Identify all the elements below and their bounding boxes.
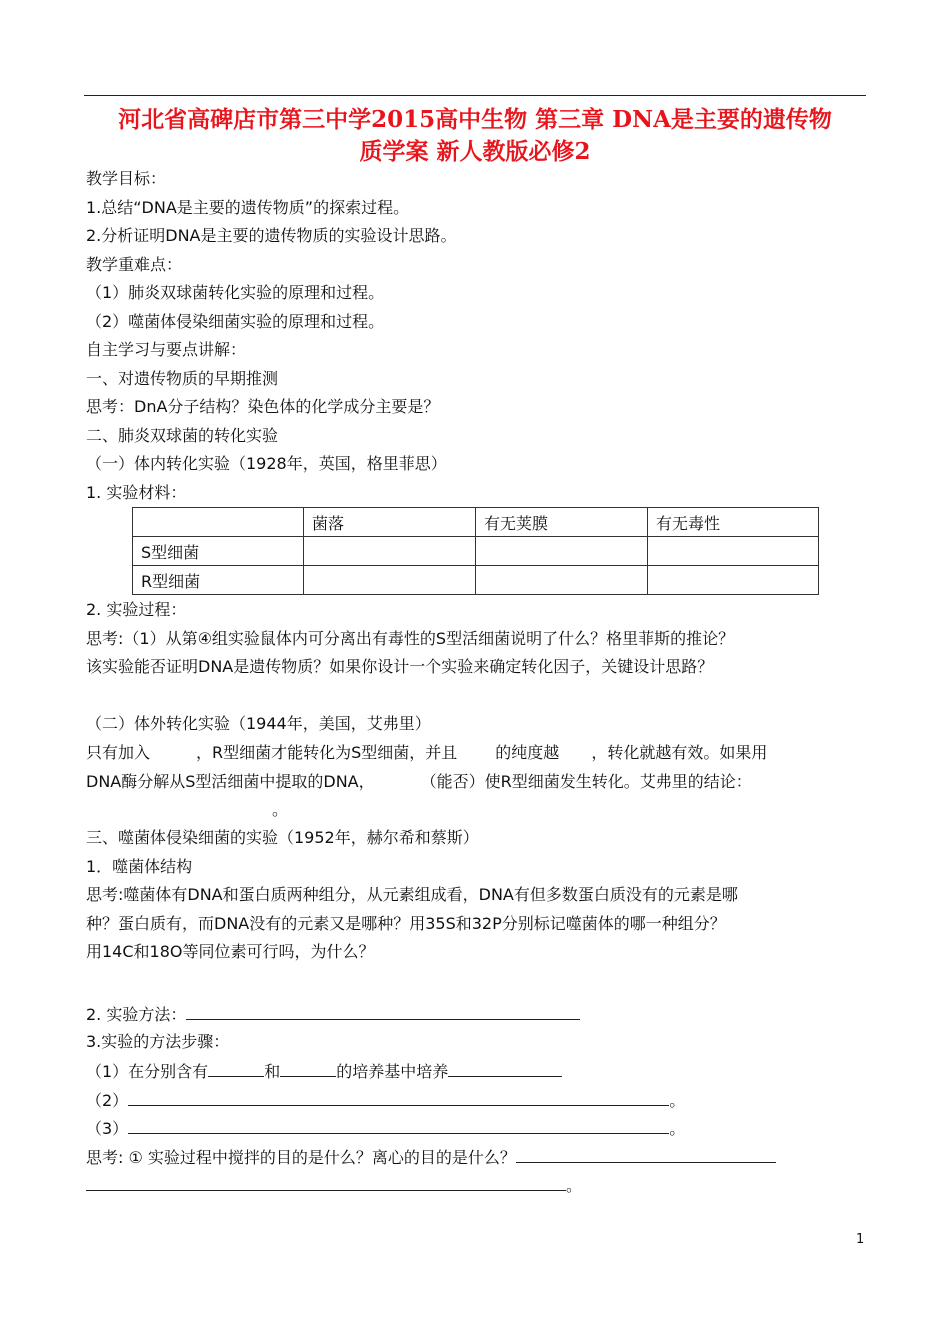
question-griffith-1: 思考:（1）从第④组实验鼠体内可分离出有毒性的S型活细菌说明了什么？格里菲斯的推论？ bbox=[86, 629, 735, 648]
objective-2: 2.分析证明DNA是主要的遗传物质的实验设计思路。 bbox=[86, 226, 457, 245]
heading-phage-structure: 1．噬菌体结构 bbox=[86, 857, 193, 876]
header-rule bbox=[84, 95, 866, 96]
answer-blank[interactable] bbox=[448, 1060, 562, 1077]
answer-blank[interactable] bbox=[86, 1174, 566, 1191]
fill-in-step-3: （3） 。 bbox=[86, 1119, 686, 1138]
heading-phage-experiment: 三、噬菌体侵染细菌的实验（1952年，赫尔希和蔡斯） bbox=[86, 828, 479, 847]
fill-in-avery-2: DNA酶分解从S型活细菌中提取的DNA， （能否）使R型细菌发生转化。艾弗里的结论： bbox=[86, 772, 752, 791]
fill-in-step-2: （2） 。 bbox=[86, 1091, 686, 1110]
heading-process: 2. 实验过程： bbox=[86, 600, 187, 619]
heading-transformation-experiment: 二、肺炎双球菌的转化实验 bbox=[86, 426, 279, 445]
heading-materials: 1. 实验材料： bbox=[86, 483, 187, 502]
fill-in-avery-1: 只有加入 ，R型细菌才能转化为S型细菌，并且 的纯度越 ，转化就越有效。如果用 bbox=[86, 743, 768, 762]
table-cell[interactable] bbox=[304, 537, 476, 566]
question-griffith-2: 该实验能否证明DNA是遗传物质？如果你设计一个实验来确定转化因子，关键设计思路？ bbox=[86, 657, 714, 676]
heading-steps: 3.实验的方法步骤： bbox=[86, 1032, 230, 1051]
section-key-points: 教学重难点： bbox=[86, 255, 183, 274]
answer-blank[interactable] bbox=[516, 1146, 776, 1163]
title-line-2: 质学案 新人教版必修2 bbox=[359, 138, 591, 165]
table-header-cell: 有无毒性 bbox=[648, 508, 819, 537]
table-header-cell bbox=[133, 508, 304, 537]
avery-conclusion-end: 。 bbox=[272, 800, 289, 819]
answer-blank[interactable] bbox=[208, 1060, 264, 1077]
section-self-study: 自主学习与要点讲解： bbox=[86, 340, 247, 359]
fill-in-question-end: 。 bbox=[86, 1174, 582, 1197]
table-cell[interactable] bbox=[304, 566, 476, 595]
answer-blank[interactable] bbox=[280, 1060, 336, 1077]
question-phage-2: 种？蛋白质有，而DNA没有的元素又是哪种？用35S和32P分别标记噬菌体的哪一种组分？ bbox=[86, 914, 726, 933]
fill-in-question-stirring: 思考: ① 实验过程中搅拌的目的是什么？离心的目的是什么？ bbox=[86, 1146, 776, 1169]
bacteria-table bbox=[132, 507, 819, 595]
table-header-cell: 菌落 bbox=[304, 508, 476, 537]
fill-in-step-1: （1）在分别含有 和 的培养基中培养 bbox=[86, 1060, 562, 1083]
answer-blank[interactable] bbox=[128, 1117, 669, 1134]
key-point-1: （1）肺炎双球菌转化实验的原理和过程。 bbox=[86, 283, 385, 302]
title-line-1: 河北省高碑店市第三中学2015高中生物 第三章 DNA是主要的遗传物 bbox=[118, 106, 832, 133]
question-dna-structure: 思考：DnA分子结构？染色体的化学成分主要是？ bbox=[86, 397, 440, 416]
section-objectives: 教学目标： bbox=[86, 169, 167, 188]
table-cell[interactable] bbox=[476, 566, 648, 595]
key-point-2: （2）噬菌体侵染细菌实验的原理和过程。 bbox=[86, 312, 385, 331]
table-cell: S型细菌 bbox=[133, 537, 304, 566]
fill-in-method: 2. 实验方法： bbox=[86, 1003, 580, 1026]
question-phage-1: 思考:噬菌体有DNA和蛋白质两种组分，从元素组成看，DNA有但多数蛋白质没有的元素是哪 bbox=[86, 885, 738, 904]
answer-blank[interactable] bbox=[186, 1003, 580, 1020]
heading-in-vivo: （一）体内转化实验（1928年，英国，格里菲思） bbox=[86, 454, 447, 473]
table-header-cell: 有无荚膜 bbox=[476, 508, 648, 537]
objective-1: 1.总结“DNA是主要的遗传物质”的探索过程。 bbox=[86, 198, 410, 217]
answer-blank[interactable] bbox=[128, 1089, 669, 1106]
table-cell[interactable] bbox=[476, 537, 648, 566]
heading-early-speculation: 一、对遗传物质的早期推测 bbox=[86, 369, 279, 388]
table-header-row bbox=[133, 508, 819, 537]
table-cell[interactable] bbox=[648, 566, 819, 595]
table-row bbox=[133, 566, 819, 595]
question-phage-3: 用14C和18O等同位素可行吗，为什么？ bbox=[86, 942, 375, 961]
table-row bbox=[133, 537, 819, 566]
heading-in-vitro: （二）体外转化实验（1944年，美国，艾弗里） bbox=[86, 714, 431, 733]
table-cell[interactable] bbox=[648, 537, 819, 566]
page-number: 1 bbox=[856, 1232, 865, 1247]
table-cell: R型细菌 bbox=[133, 566, 304, 595]
